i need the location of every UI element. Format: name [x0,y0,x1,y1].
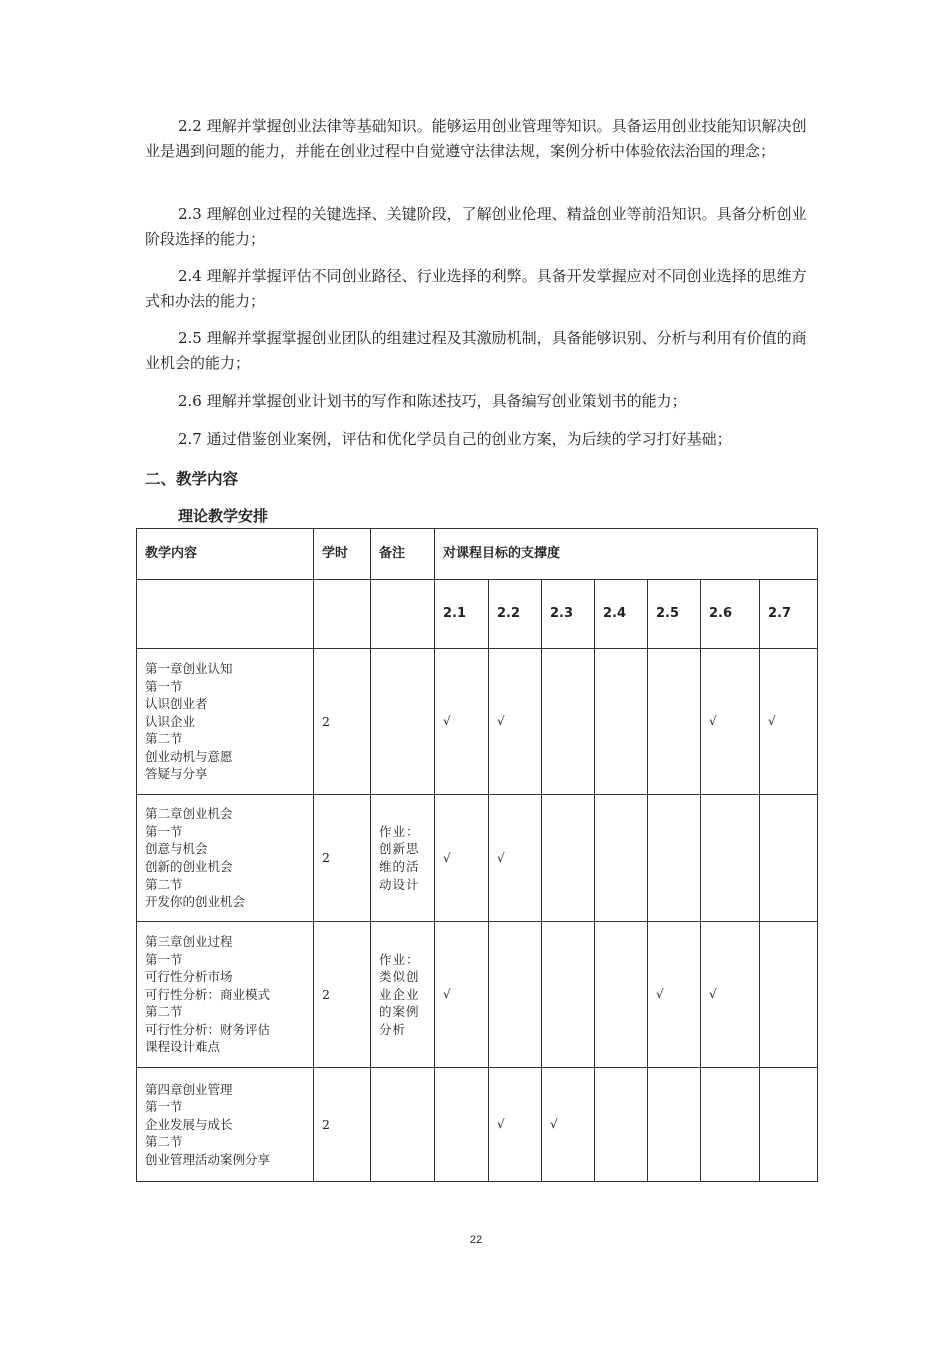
support-cell-2-6 [701,922,760,1068]
content-line: 认识企业 [145,713,196,729]
table-row [137,795,818,922]
support-cell-2-2 [489,649,542,795]
row-notes [371,795,435,922]
row-hours: 2 [314,795,371,922]
support-cell-2-3 [542,1068,595,1182]
content-line: 企业发展与成长 [145,1116,233,1132]
objective-2-2: 2.2 [489,580,542,649]
objective-2-1: 2.1 [435,580,489,649]
support-cell-2-2 [489,1068,542,1182]
row-notes [371,922,435,1068]
check-mark-icon: √ [709,987,717,1002]
note-line: 业企业 [379,986,420,1002]
objective-2-3: 2.3 [542,580,595,649]
table-row [137,922,818,1068]
objectives-blank-hours [314,580,371,649]
check-mark-icon: √ [709,714,717,729]
note-line: 作业： [379,951,420,967]
check-mark-icon: √ [656,987,664,1002]
support-cell-2-5 [648,795,701,922]
support-cell-2-6 [701,1068,760,1182]
note-line: 创新思 [379,841,420,857]
note-line: 的案例 [379,1004,420,1020]
support-cell-2-3 [542,795,595,922]
note-line: 动设计 [379,876,420,892]
content-line: 第二节 [145,1134,183,1150]
row-content [137,649,314,795]
support-cell-2-3 [542,922,595,1068]
header-content: 教学内容 [137,529,314,580]
header-notes: 备注 [371,529,435,580]
content-line: 第一节 [145,823,183,839]
note-line: 作业： [379,823,420,839]
content-line: 第三章创业过程 [145,933,233,949]
content-line: 创新的创业机会 [145,859,233,874]
content-line: 可行性分析市场 [145,969,233,985]
note-line: 分析 [379,1021,407,1037]
support-cell-2-6 [701,795,760,922]
support-cell-2-7 [760,795,818,922]
support-cell-2-4 [595,649,648,795]
paragraph-2-5: 2.5 理解并掌握掌握创业团队的组建过程及其激励机制，具备能够识别、分析与利用有价值的商业机会的能力； [145,329,807,372]
note-line: 类似创 [379,969,420,985]
support-cell-2-4 [595,1068,648,1182]
content-line: 创业管理活动案例分享 [145,1151,271,1167]
content-line: 第二节 [145,731,183,747]
content-line: 认识创业者 [145,696,208,712]
check-mark-icon: √ [550,1117,558,1132]
check-mark-icon: √ [497,1117,505,1132]
support-cell-2-2 [489,795,542,922]
support-cell-2-4 [595,922,648,1068]
support-cell-2-1 [435,1068,489,1182]
content-line: 可行性分析：财务评估 [145,1021,271,1037]
row-hours: 2 [314,649,371,795]
support-cell-2-5 [648,1068,701,1182]
paragraph-2-7: 2.7 通过借鉴创业案例，评估和优化学员自己的创业方案，为后续的学习打好基础； [178,430,732,448]
support-cell-2-1 [435,922,489,1068]
support-cell-2-2 [489,922,542,1068]
paragraph-2-4: 2.4 理解并掌握评估不同创业路径、行业选择的利弊。具备开发掌握应对不同创业选择的思维方式和办法的能力； [145,267,807,310]
support-cell-2-7 [760,649,818,795]
check-mark-icon: √ [768,714,776,729]
support-cell-2-5 [648,922,701,1068]
content-line: 第一节 [145,678,183,694]
support-cell-2-1 [435,795,489,922]
row-hours: 2 [314,922,371,1068]
content-line: 课程设计难点 [145,1039,221,1055]
header-support: 对课程目标的支撑度 [435,529,818,580]
table-header-row [137,529,818,580]
row-notes [371,1068,435,1182]
course-rows [137,649,818,1182]
objectives-blank-content [137,580,314,649]
table-row [137,649,818,795]
support-cell-2-4 [595,795,648,922]
content-line: 第二节 [145,876,183,892]
row-content [137,795,314,922]
table-subheading: 理论教学安排 [178,507,269,525]
section-heading: 二、教学内容 [145,470,239,488]
check-mark-icon: √ [443,714,451,729]
check-mark-icon: √ [443,987,451,1002]
check-mark-icon: √ [443,850,451,865]
row-content [137,1068,314,1182]
check-mark-icon: √ [497,850,505,865]
check-mark-icon: √ [497,714,505,729]
paragraph-2-2: 2.2 理解并掌握创业法律等基础知识。能够运用创业管理等知识。具备运用创业技能知识解决创业是遇到问题的能力，并能在创业过程中自觉遵守法律法规，案例分析中体验依法治国的理念； [145,117,807,160]
objective-2-5: 2.5 [648,580,701,649]
note-line: 维的活 [379,859,420,874]
content-line: 第四章创业管理 [145,1081,233,1097]
objectives-blank-notes [371,580,435,649]
content-line: 第一章创业认知 [145,660,233,676]
content-line: 第一节 [145,1099,183,1115]
support-cell-2-7 [760,1068,818,1182]
table-objectives-row [137,580,818,649]
support-cell-2-3 [542,649,595,795]
content-line: 创业动机与意愿 [145,748,233,764]
course-table [136,528,818,1182]
table-row [137,1068,818,1182]
content-line: 第一节 [145,951,183,967]
content-line: 开发你的创业机会 [145,894,246,910]
objective-2-7: 2.7 [760,580,818,649]
support-cell-2-7 [760,922,818,1068]
content-line: 第二章创业机会 [145,806,233,822]
content-line: 创意与机会 [145,841,208,857]
content-line: 第二节 [145,1004,183,1020]
support-cell-2-5 [648,649,701,795]
page-number: 22 [469,1234,483,1246]
content-line: 答疑与分享 [145,766,208,782]
paragraph-2-6: 2.6 理解并掌握创业计划书的写作和陈述技巧，具备编写创业策划书的能力； [178,392,687,410]
objective-2-4: 2.4 [595,580,648,649]
objective-2-6: 2.6 [701,580,760,649]
support-cell-2-1 [435,649,489,795]
support-cell-2-6 [701,649,760,795]
header-hours: 学时 [314,529,371,580]
row-hours: 2 [314,1068,371,1182]
paragraph-2-3: 2.3 理解创业过程的关键选择、关键阶段，了解创业伦理、精益创业等前沿知识。具备分析创业阶段选择的能力； [145,205,807,248]
row-notes [371,649,435,795]
row-content [137,922,314,1068]
content-line: 可行性分析：商业模式 [145,986,271,1002]
